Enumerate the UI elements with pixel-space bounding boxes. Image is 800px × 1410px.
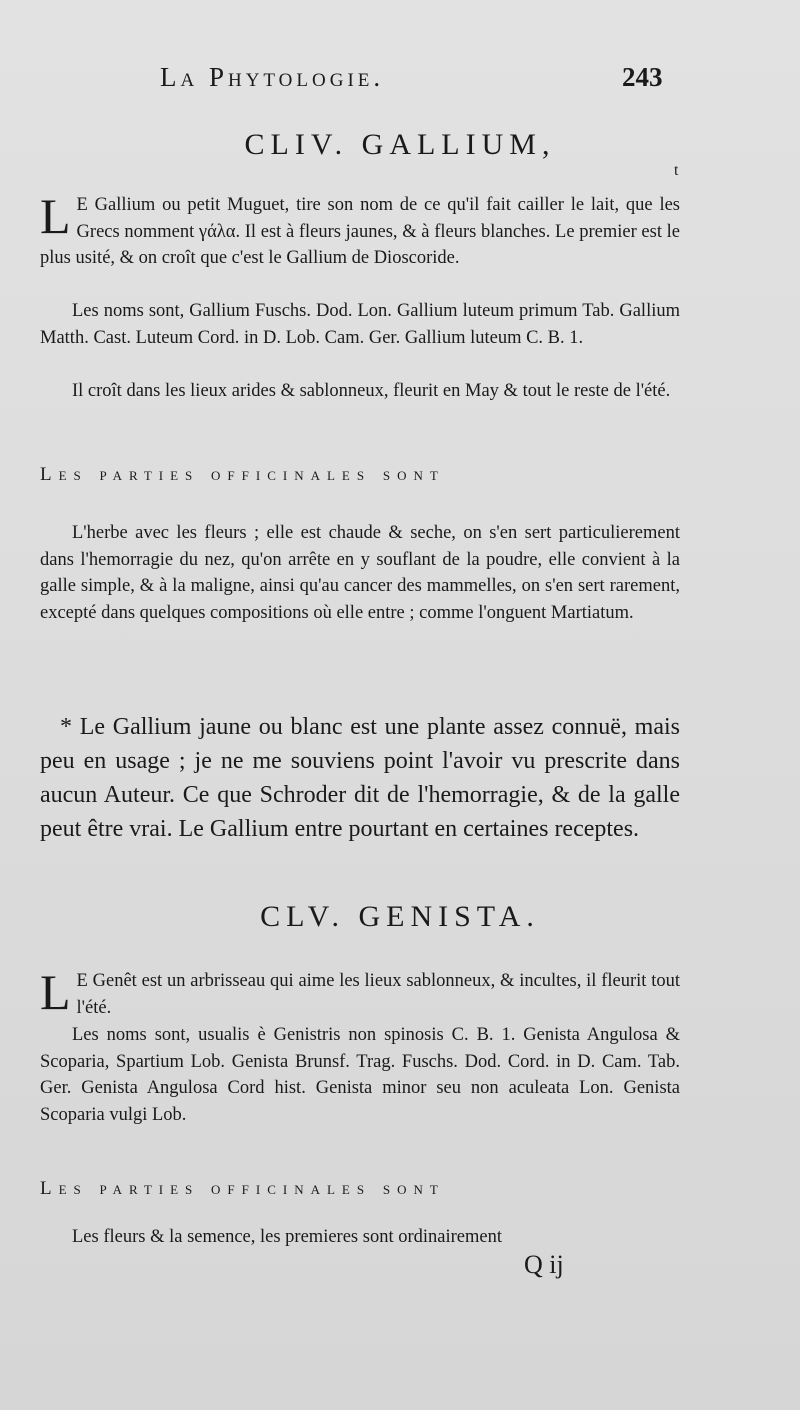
gallium-uses [40, 520, 680, 626]
drop-cap-gallium: L [40, 188, 71, 244]
genista-names [40, 1022, 680, 1128]
gallium-names-text: Les noms sont, Gallium Fuschs. Dod. Lon. Gallium luteum primum Tab. Gallium Matth. Cast. Luteum Cord. in D. Lob. Cam. Ger. Gallium luteum C. B. 1. [40, 301, 680, 348]
page-number: 243 [622, 62, 663, 92]
section-title-genista: CLV. GENISTA. [260, 900, 540, 933]
stray-mark: t [674, 162, 679, 179]
gallium-intro [40, 188, 680, 272]
page-header [0, 62, 800, 102]
genista-uses-text: Les fleurs & la semence, les premieres sont ordinairement [72, 1227, 502, 1247]
gallium-note-text: * Le Gallium jaune ou blanc est une plante assez connuë, mais peu en usage ; je ne me souviens point l'avoir vu prescrite dans aucun Auteur. Ce que Schroder dit de l'hemorragie, & de la galle peut être vrai. Le Gallium entre pourtant en certaines receptes. [40, 714, 680, 842]
genista-uses [40, 1224, 680, 1251]
gallium-description: E Gallium ou petit Muguet, tire son nom de ce qu'il fait cailler le lait, que les Grecs nomment γάλα. Il est à fleurs jaunes, & à fleurs blanches. Le premier est le plus usité, & on croît que c'est le Gallium de Dioscoride. [40, 195, 680, 268]
genista-names-text: Les noms sont, usualis è Genistris non spinosis C. B. 1. Genista Angulosa & Scoparia, Spartium Lob. Genista Brunsf. Trag. Fuschs. Dod. Cord. in D. Cam. Tab. Ger. Genista Angulosa Cord hist. Genista minor seu non aculeata Lon. Genista Scoparia vulgi Lob. [40, 1025, 680, 1125]
subhead-text: Les parties officinales sont [40, 464, 445, 485]
gallium-habitat [40, 378, 680, 405]
section-title-gallium: CLIV. GALLIUM, [244, 128, 556, 161]
drop-cap-genista: L [40, 964, 71, 1020]
subhead-officinal-parts-2 [40, 1178, 680, 1200]
genista-intro [40, 964, 680, 1021]
subhead-officinal-parts-1 [40, 464, 680, 486]
signature-mark: Q ij [524, 1250, 564, 1279]
gallium-uses-text: L'herbe avec les fleurs ; elle est chaude & seche, on s'en sert particulierement dans l'hemorragie du nez, qu'on arrête en y souflant de la poudre, elle convient à la galle simple, & à la maligne, ainsi qu'au cancer des mammelles, on s'en sert rarement, excepté dans quelques compositions où elle entre ; comme l'onguent Martiatum. [40, 523, 680, 623]
running-title: La Phytologie. [160, 62, 385, 92]
gallium-habitat-text: Il croît dans les lieux arides & sablonneux, fleurit en May & tout le reste de l'été. [72, 381, 671, 401]
gallium-names [40, 298, 680, 351]
gallium-note [40, 710, 680, 846]
genista-description: E Genêt est un arbrisseau qui aime les lieux sablonneux, & incultes, il fleurit tout l'été. [76, 971, 680, 1018]
subhead-text-2: Les parties officinales sont [40, 1178, 445, 1199]
